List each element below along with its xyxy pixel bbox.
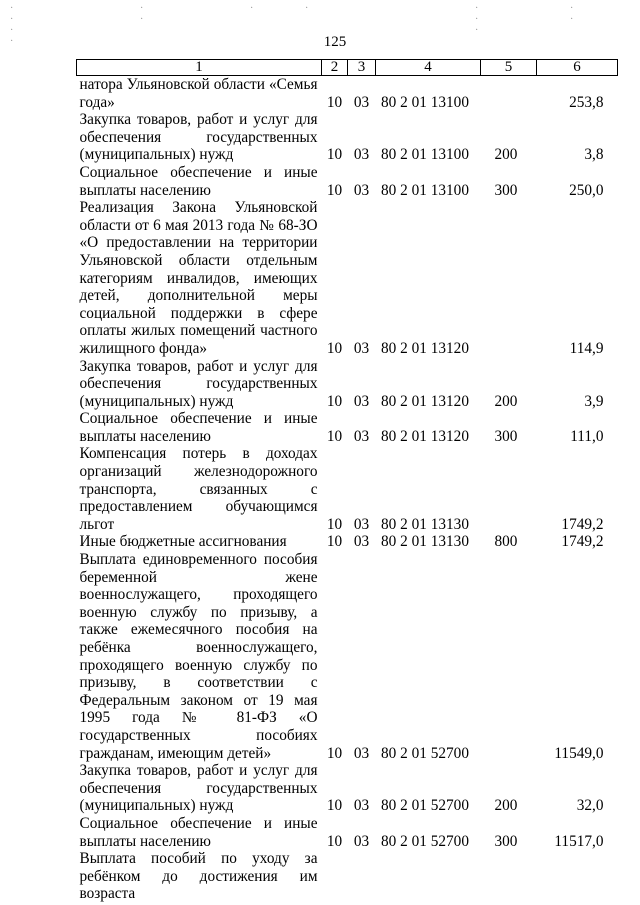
row-name: натора Ульяновской области «Семья года» [79, 76, 318, 111]
row-name: Социальное обеспечение и иные выплаты населению [79, 814, 318, 850]
subsection-code [348, 850, 376, 903]
table-row [77, 164, 618, 199]
row-name: Выплата пособий по уходу за ребёнком до достижения им возраста [79, 850, 318, 903]
amount: 32,0 [576, 797, 604, 815]
row-name: Социальное обеспечение и иные выплаты населению [79, 163, 318, 199]
target-article-code: 80 2 01 13120 [381, 339, 469, 357]
target-article-code: 80 2 01 13130 [381, 515, 469, 533]
section-code: 10 [326, 93, 343, 111]
target-article-code: 80 2 01 13120 [381, 427, 469, 445]
amount: 253,8 [569, 93, 604, 111]
amount: 11549,0 [554, 744, 604, 762]
expense-type-code [481, 76, 537, 112]
section-code: 10 [326, 832, 343, 850]
expense-type-code: 300 [494, 832, 518, 850]
section-code: 10 [326, 797, 343, 815]
row-name: Закупка товаров, работ и услуг для обеспечения государственных (муниципальных) нужд [79, 357, 318, 410]
column-header: 3 [348, 60, 376, 76]
column-header: 4 [376, 60, 481, 76]
subsection-code: 03 [353, 797, 370, 815]
target-article-code: 80 2 01 13130 [381, 533, 469, 551]
column-header: 2 [322, 60, 348, 76]
expense-type-code: 300 [494, 427, 518, 445]
expense-type-code [481, 199, 537, 357]
section-code: 10 [326, 533, 343, 551]
expense-type-code: 200 [494, 392, 518, 410]
table-row [77, 850, 618, 903]
table-row [77, 76, 618, 112]
row-name: Закупка товаров, работ и услуг для обеспечения государственных (муниципальных) нужд [79, 762, 318, 815]
expense-type-code: 200 [494, 146, 518, 164]
amount [537, 850, 618, 903]
subsection-code: 03 [353, 427, 370, 445]
page-number: 125 [323, 34, 347, 50]
section-code [322, 850, 348, 903]
target-article-code: 80 2 01 13100 [381, 181, 469, 199]
row-name: Закупка товаров, работ и услуг для обеспечения государственных (муниципальных) нужд [79, 111, 318, 164]
subsection-code: 03 [353, 744, 370, 762]
subsection-code: 03 [353, 832, 370, 850]
budget-table [76, 59, 618, 903]
subsection-code: 03 [353, 146, 370, 164]
column-header: 6 [537, 60, 618, 76]
column-header: 1 [77, 60, 322, 76]
table-row [77, 533, 618, 551]
expense-type-code: 800 [494, 533, 518, 551]
table-row [77, 199, 618, 357]
expense-type-code [481, 445, 537, 533]
table-row [77, 815, 618, 850]
target-article-code: 80 2 01 13120 [381, 392, 469, 410]
column-header-row [77, 60, 618, 76]
amount: 3,9 [584, 392, 604, 410]
amount: 111,0 [570, 427, 604, 445]
expense-type-code: 300 [494, 181, 518, 199]
column-header: 5 [481, 60, 537, 76]
row-name: Компенсация потерь в доходах организаций железнодорожного транспорта, связанных с предоставлением обучающимся льгот [79, 445, 318, 533]
amount: 11517,0 [554, 832, 604, 850]
section-code: 10 [326, 427, 343, 445]
section-code: 10 [326, 181, 343, 199]
section-code: 10 [326, 339, 343, 357]
table-row [77, 551, 618, 762]
table-row [77, 445, 618, 533]
subsection-code: 03 [353, 339, 370, 357]
section-code: 10 [326, 392, 343, 410]
expense-type-code [481, 551, 537, 762]
target-article-code: 80 2 01 52700 [381, 832, 469, 850]
expense-type-code: 200 [494, 797, 518, 815]
section-code: 10 [326, 146, 343, 164]
amount: 1749,2 [561, 533, 604, 551]
row-name: Выплата единовременного пособия беременной жене военнослужащего, проходящего военную службу по призыву, а также ежемесячного пособия на ребёнка военнослужащего, проходящего военную службу по призыву, в соответствии с Федеральным законом от 19 мая 1995 года № 81-ФЗ «О государственных пособиях гражданам, имеющим детей» [79, 551, 318, 762]
subsection-code: 03 [353, 392, 370, 410]
row-name: Социальное обеспечение и иные выплаты населению [79, 410, 318, 445]
target-article-code [376, 850, 481, 903]
subsection-code: 03 [353, 533, 370, 551]
table-row [77, 762, 618, 815]
target-article-code: 80 2 01 13100 [381, 93, 469, 111]
row-name: Реализация Закона Ульяновской области от 6 мая 2013 года № 68-ЗО «О предоставлении на территории Ульяновской области отдельным категориям инвалидов, имеющих детей, дополнительной меры социальной поддержки в сфере оплаты жилых помещений частного жилищного фонда» [79, 199, 318, 357]
table-row [77, 111, 618, 164]
expense-type-code [481, 850, 537, 903]
target-article-code: 80 2 01 13100 [381, 146, 469, 164]
target-article-code: 80 2 01 52700 [381, 797, 469, 815]
table-row [77, 358, 618, 411]
amount: 1749,2 [561, 515, 604, 533]
subsection-code: 03 [353, 515, 370, 533]
amount: 3,8 [584, 146, 604, 164]
section-code: 10 [326, 515, 343, 533]
table-row [77, 410, 618, 445]
subsection-code: 03 [353, 93, 370, 111]
section-code: 10 [326, 744, 343, 762]
amount: 250,0 [569, 181, 604, 199]
row-name: Иные бюджетные ассигнования [79, 533, 287, 551]
target-article-code: 80 2 01 52700 [381, 744, 469, 762]
amount: 114,9 [569, 339, 604, 357]
subsection-code: 03 [353, 181, 370, 199]
